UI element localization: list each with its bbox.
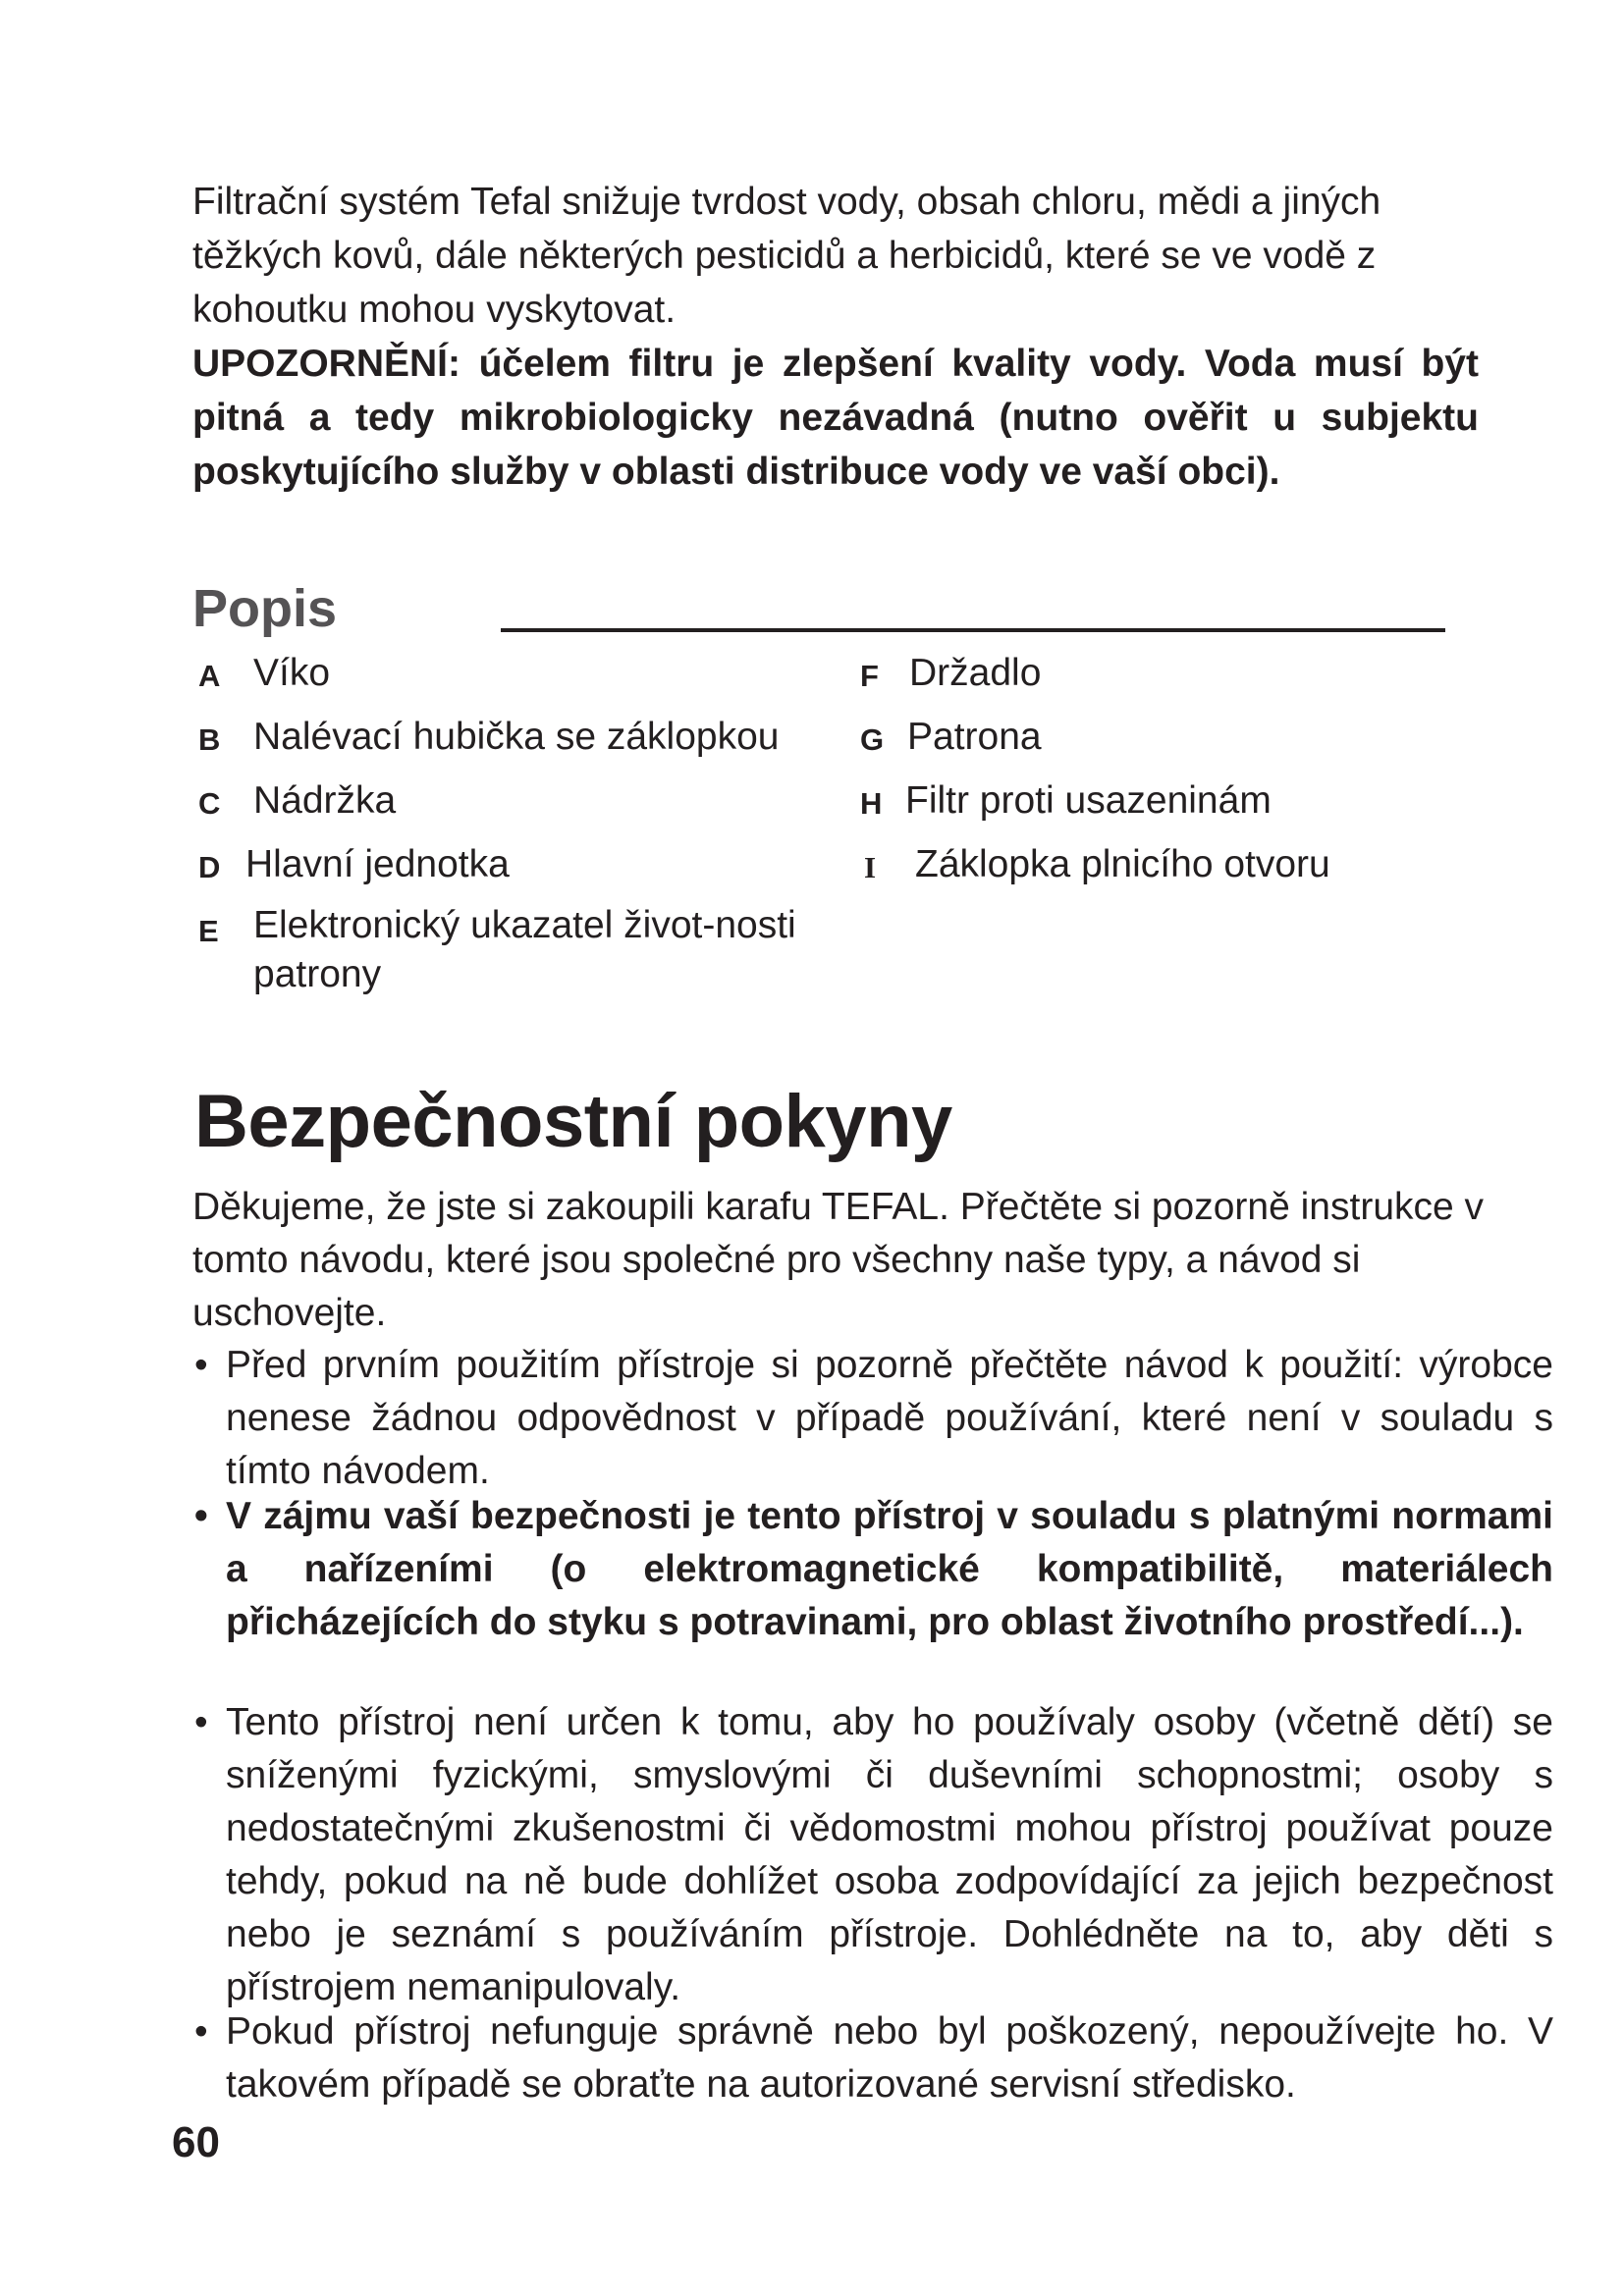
intro-paragraph: Filtrační systém Tefal snižuje tvrdost vody, obsah chloru, mědi a jiných těžkých kovů, dále některých pesticidů a herbicidů, které se ve vodě z kohoutku mohou vyskytovat. bbox=[192, 181, 1381, 331]
bullet-text: V zájmu vaší bezpečnosti je tento přístroj v souladu s platnými normami a nařízeními (o elektromagnetické kompatibilitě, materiálech přicházejících do styku s potravinami, pro oblast životního prostředí...). bbox=[226, 1495, 1553, 1643]
legend-label: Držadlo bbox=[909, 652, 1042, 694]
legend-key: D bbox=[198, 850, 221, 884]
safety-bullet-4 bbox=[192, 2005, 1553, 2111]
safety-title: Bezpečnostní pokyny bbox=[194, 1080, 952, 1163]
safety-bullet-2 bbox=[192, 1490, 1553, 1649]
bullet-text: Před prvním použitím přístroje si pozorně přečtěte návod k použití: výrobce nenese žádnou odpovědnost v případě používání, které není v souladu s tímto návodem. bbox=[226, 1344, 1553, 1492]
legend-label: Filtr proti usazeninám bbox=[905, 779, 1272, 822]
bullet-text: Tento přístroj není určen k tomu, aby ho používaly osoby (včetně dětí) se sníženými fyzickými, smyslovými či duševními schopnostmi; osoby s nedostatečnými zkušenostmi či vědomostmi mohou přístroj používat pouze tehdy, pokud na ně bude dohlížet osoba zodpovídající za jejich bezpečnost nebo je seznámí s používáním přístroje. Dohlédněte na to, aby děti s přístrojem nemanipulovaly. bbox=[226, 1701, 1553, 2008]
legend-key: F bbox=[860, 659, 879, 693]
title-rule-divider bbox=[501, 628, 1445, 632]
legend-label: Nádržka bbox=[253, 779, 397, 822]
warning-paragraph: UPOZORNĚNÍ: účelem filtru je zlepšení kvality vody. Voda musí být pitná a tedy mikrobiologicky nezávadná (nutno ověřit u subjektu poskytujícího služby v oblasti distribuce vody ve vaší obci). bbox=[192, 343, 1479, 493]
legend-key: G bbox=[860, 722, 885, 757]
intro-section bbox=[192, 175, 1479, 499]
legend-key: B bbox=[198, 722, 221, 757]
safety-bullet-1 bbox=[192, 1339, 1553, 1498]
safety-bullet-3 bbox=[192, 1696, 1553, 2014]
bullet-glyph: • bbox=[194, 1344, 208, 1386]
bullet-glyph: • bbox=[194, 1701, 208, 1743]
bullet-glyph: • bbox=[194, 2010, 208, 2053]
safety-intro-paragraph: Děkujeme, že jste si zakoupili karafu TEFAL. Přečtěte si pozorně instrukce v tomto návodu, které jsou společné pro všechny naše typy, a návod si uschovejte. bbox=[192, 1186, 1485, 1334]
bullet-text: Pokud přístroj nefunguje správně nebo byl poškozený, nepoužívejte ho. V takovém případě se obraťte na autorizované servisní středisko. bbox=[226, 2010, 1553, 2106]
legend-label: Záklopka plnicího otvoru bbox=[915, 843, 1330, 885]
legend-key: H bbox=[860, 786, 883, 821]
legend-key: A bbox=[198, 659, 221, 693]
legend-label: Patrona bbox=[907, 716, 1042, 758]
legend-key: E bbox=[198, 914, 219, 948]
legend-label: Nalévací hubička se záklopkou bbox=[253, 716, 780, 758]
legend-label: Víko bbox=[253, 652, 331, 694]
description-title: Popis bbox=[192, 579, 338, 638]
legend-key: C bbox=[198, 786, 221, 821]
legend-label: Elektronický ukazatel život-nosti patrony bbox=[253, 904, 796, 995]
legend-key: I bbox=[864, 850, 877, 884]
page-number: 60 bbox=[172, 2118, 220, 2166]
bullet-glyph: • bbox=[194, 1495, 208, 1537]
legend-label: Hlavní jednotka bbox=[245, 843, 510, 885]
